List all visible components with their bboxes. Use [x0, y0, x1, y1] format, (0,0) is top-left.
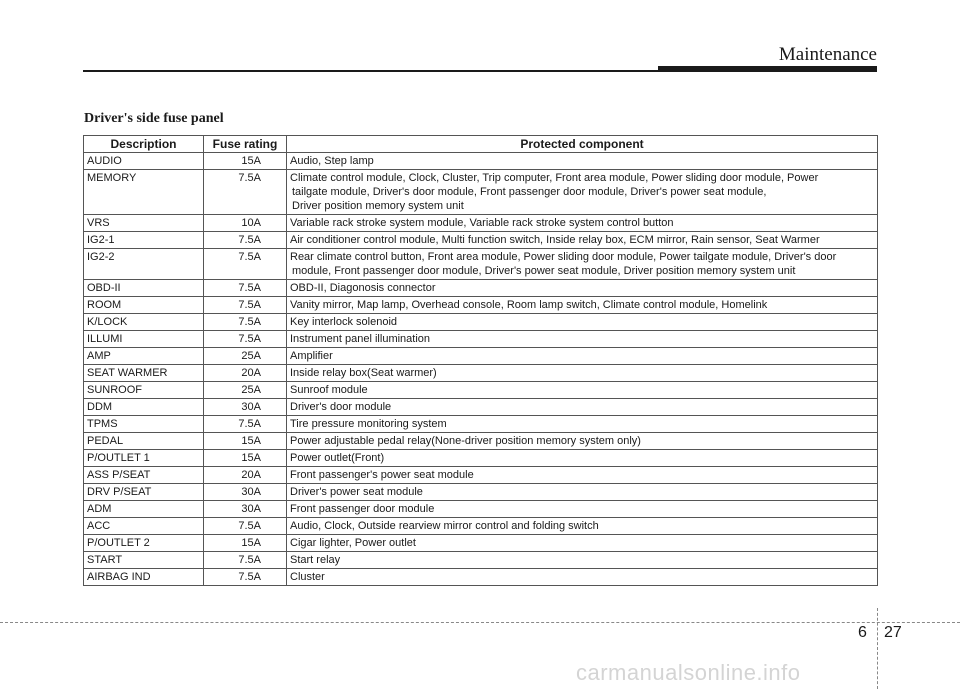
fuse-rating: 7.5A [204, 297, 287, 314]
protected-component-line: Front passenger's power seat module [290, 469, 474, 481]
table-header-row [84, 136, 878, 153]
fuse-protected-component [287, 297, 878, 314]
fuse-description: DRV P/SEAT [84, 484, 204, 501]
protected-component-line: Power outlet(Front) [290, 452, 385, 464]
table-row [84, 365, 878, 382]
column-header-description: Description [84, 136, 204, 153]
fuse-protected-component [287, 280, 878, 297]
protected-component-line: Rear climate control button, Front area module, Power sliding door module, Power tailgate module, Driver's door [290, 251, 837, 263]
fuse-table [83, 135, 878, 586]
header-rule-thin [83, 70, 658, 72]
table-row [84, 535, 878, 552]
fuse-protected-component [287, 314, 878, 331]
fuse-protected-component [287, 518, 878, 535]
fuse-protected-component [287, 484, 878, 501]
fuse-protected-component [287, 348, 878, 365]
protected-component-line: Air conditioner control module, Multi function switch, Inside relay box, ECM mirror, Rain sensor, Seat Warmer [290, 234, 820, 246]
fuse-rating: 7.5A [204, 518, 287, 535]
fuse-rating: 20A [204, 365, 287, 382]
protected-component-line: module, Front passenger door module, Driver's power seat module, Driver position memory system unit [292, 265, 796, 277]
fuse-rating: 25A [204, 348, 287, 365]
fuse-protected-component [287, 433, 878, 450]
protected-component-line: Climate control module, Clock, Cluster, Trip computer, Front area module, Power sliding door module, Power [290, 172, 819, 184]
footer-rule [0, 622, 960, 623]
section-header-title: Maintenance [778, 44, 877, 65]
table-row [84, 450, 878, 467]
table-row [84, 569, 878, 586]
table-row [84, 232, 878, 249]
protected-component-line: Key interlock solenoid [290, 316, 398, 328]
protected-component-line: Instrument panel illumination [290, 333, 431, 345]
fuse-description: AUDIO [84, 153, 204, 170]
table-row [84, 280, 878, 297]
fuse-rating: 7.5A [204, 249, 287, 280]
fuse-protected-component [287, 467, 878, 484]
table-row [84, 249, 878, 280]
table-row [84, 314, 878, 331]
table-row [84, 382, 878, 399]
fuse-description: AIRBAG IND [84, 569, 204, 586]
fuse-description: P/OUTLET 1 [84, 450, 204, 467]
fuse-description: TPMS [84, 416, 204, 433]
fuse-protected-component [287, 416, 878, 433]
fuse-rating: 7.5A [204, 170, 287, 215]
fuse-rating: 20A [204, 467, 287, 484]
fuse-description: SUNROOF [84, 382, 204, 399]
fuse-description: VRS [84, 215, 204, 232]
protected-component-line: Driver position memory system unit [292, 200, 464, 212]
footer-divider [877, 608, 878, 689]
fuse-rating: 30A [204, 484, 287, 501]
fuse-table-body [84, 153, 878, 586]
fuse-description: ROOM [84, 297, 204, 314]
fuse-description: K/LOCK [84, 314, 204, 331]
table-row [84, 170, 878, 215]
fuse-description: ASS P/SEAT [84, 467, 204, 484]
fuse-protected-component [287, 552, 878, 569]
column-header-fuse-rating: Fuse rating [204, 136, 287, 153]
table-row [84, 501, 878, 518]
table-row [84, 467, 878, 484]
fuse-rating: 7.5A [204, 232, 287, 249]
fuse-rating: 7.5A [204, 552, 287, 569]
column-header-protected-component: Protected component [287, 136, 878, 153]
protected-component-line: tailgate module, Driver's door module, Front passenger door module, Driver's power seat module, [292, 186, 767, 198]
fuse-description: DDM [84, 399, 204, 416]
fuse-protected-component [287, 382, 878, 399]
table-row [84, 331, 878, 348]
fuse-protected-component [287, 232, 878, 249]
table-row [84, 484, 878, 501]
page-number: 27 [884, 624, 902, 641]
protected-component-line: Amplifier [290, 350, 333, 362]
fuse-protected-component [287, 153, 878, 170]
fuse-protected-component [287, 535, 878, 552]
protected-component-line: Inside relay box(Seat warmer) [290, 367, 437, 379]
fuse-rating: 10A [204, 215, 287, 232]
protected-component-line: Vanity mirror, Map lamp, Overhead console, Room lamp switch, Climate control module, Homelink [290, 299, 768, 311]
fuse-description: OBD-II [84, 280, 204, 297]
fuse-rating: 25A [204, 382, 287, 399]
protected-component-line: Front passenger door module [290, 503, 435, 515]
protected-component-line: Variable rack stroke system module, Variable rack stroke system control button [290, 217, 674, 229]
fuse-protected-component [287, 249, 878, 280]
page-title: Driver's side fuse panel [84, 111, 224, 126]
fuse-rating: 30A [204, 399, 287, 416]
fuse-rating: 7.5A [204, 416, 287, 433]
watermark: carmanualsonline.info [576, 660, 801, 685]
table-row [84, 297, 878, 314]
protected-component-line: Cluster [290, 571, 325, 583]
fuse-rating: 15A [204, 153, 287, 170]
protected-component-line: OBD-II, Diagonosis connector [290, 282, 436, 294]
fuse-rating: 15A [204, 535, 287, 552]
protected-component-line: Cigar lighter, Power outlet [290, 537, 416, 549]
fuse-protected-component [287, 215, 878, 232]
header-rule-thick [658, 66, 877, 72]
protected-component-line: Audio, Step lamp [290, 155, 374, 167]
fuse-description: ILLUMI [84, 331, 204, 348]
protected-component-line: Driver's door module [290, 401, 392, 413]
fuse-rating: 30A [204, 501, 287, 518]
fuse-rating: 7.5A [204, 280, 287, 297]
table-row [84, 518, 878, 535]
fuse-protected-component [287, 501, 878, 518]
table-row [84, 348, 878, 365]
fuse-rating: 7.5A [204, 331, 287, 348]
fuse-description: P/OUTLET 2 [84, 535, 204, 552]
table-row [84, 552, 878, 569]
table-row [84, 153, 878, 170]
fuse-rating: 15A [204, 433, 287, 450]
fuse-description: IG2-1 [84, 232, 204, 249]
fuse-description: SEAT WARMER [84, 365, 204, 382]
fuse-description: START [84, 552, 204, 569]
table-row [84, 215, 878, 232]
protected-component-line: Power adjustable pedal relay(None-driver position memory system only) [290, 435, 641, 447]
protected-component-line: Tire pressure monitoring system [290, 418, 447, 430]
fuse-description: MEMORY [84, 170, 204, 215]
protected-component-line: Driver's power seat module [290, 486, 423, 498]
fuse-description: AMP [84, 348, 204, 365]
protected-component-line: Start relay [290, 554, 341, 566]
fuse-description: ACC [84, 518, 204, 535]
protected-component-line: Audio, Clock, Outside rearview mirror control and folding switch [290, 520, 599, 532]
fuse-rating: 15A [204, 450, 287, 467]
fuse-rating: 7.5A [204, 569, 287, 586]
table-row [84, 399, 878, 416]
fuse-rating: 7.5A [204, 314, 287, 331]
fuse-protected-component [287, 399, 878, 416]
fuse-description: ADM [84, 501, 204, 518]
protected-component-line: Sunroof module [290, 384, 368, 396]
chapter-number: 6 [858, 624, 867, 641]
table-row [84, 416, 878, 433]
table-row [84, 433, 878, 450]
fuse-description: IG2-2 [84, 249, 204, 280]
fuse-protected-component [287, 569, 878, 586]
fuse-protected-component [287, 170, 878, 215]
fuse-protected-component [287, 450, 878, 467]
fuse-protected-component [287, 331, 878, 348]
fuse-description: PEDAL [84, 433, 204, 450]
fuse-protected-component [287, 365, 878, 382]
